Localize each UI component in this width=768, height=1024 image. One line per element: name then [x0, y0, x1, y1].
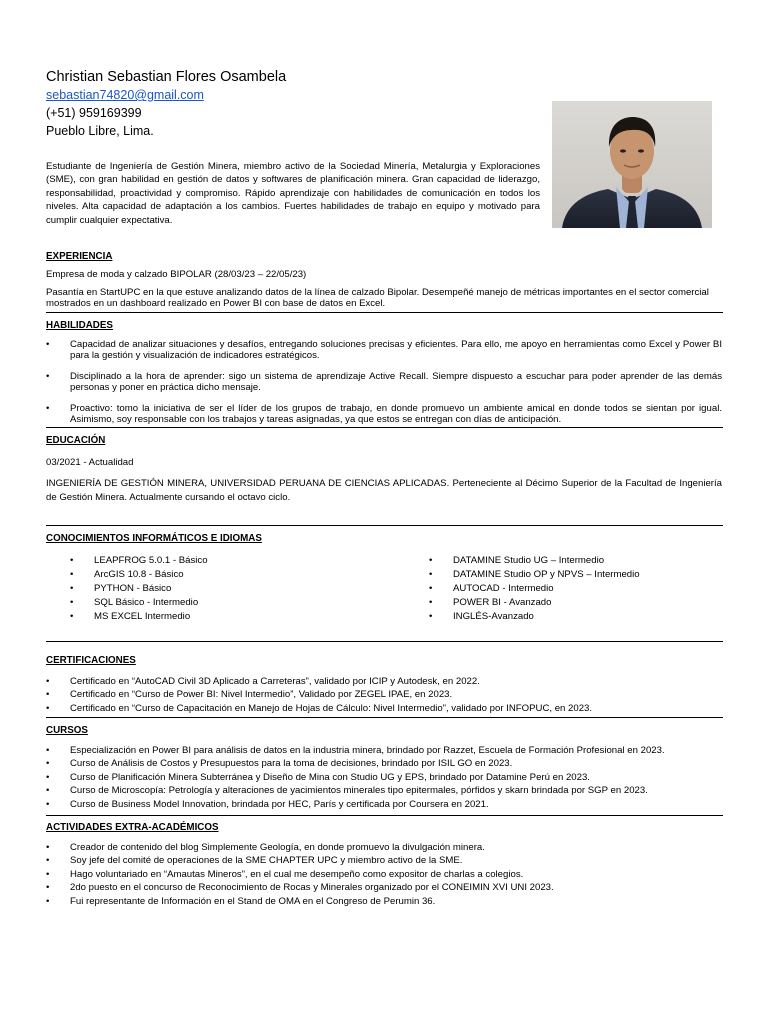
- skill-text: Proactivo: tomo la iniciativa de ser el líder de los grupos de trabajo, en donde promuevo un ambiente amical en donde todos se sientan por igual. Asimismo, soy responsable con los trabajos y tareas asignadas, ya que estos se entregan con días de anticipación.: [70, 403, 722, 426]
- activity-text: 2do puesto en el concurso de Reconocimiento de Rocas y Minerales organizado por el CONEIMIN XVI UNI 2023.: [70, 882, 554, 894]
- list-item: [46, 744, 722, 757]
- bullet-icon: •: [70, 555, 74, 566]
- bullet-icon: •: [46, 785, 50, 797]
- course-text: Curso de Business Model Innovation, brindada por HEC, París y certificada por Coursera en 2021.: [70, 798, 489, 810]
- software-skill: SQL Básico - Intermedio: [94, 596, 199, 608]
- section-divider: [46, 717, 723, 718]
- city-location: Pueblo Libre, Lima.: [46, 124, 154, 138]
- email-link[interactable]: sebastian74820@gmail.com: [46, 88, 204, 102]
- section-divider: [46, 641, 723, 642]
- bullet-icon: •: [46, 868, 50, 880]
- skill-text: Capacidad de analizar situaciones y desafíos, entregando soluciones precisas y eficientes. Para ello, me apoyo en herramientas como Excel y Power BI para la gestión y visualización de indicadores estratégicos.: [70, 339, 722, 362]
- education-description: INGENIERÍA DE GESTIÓN MINERA, UNIVERSIDAD PERUANA DE CIENCIAS APLICADAS. Perteneciente al Décimo Superior de la Facultad de Ingeniería de Gestión Minera. Actualmente cursando el octavo ciclo.: [46, 478, 722, 503]
- bullet-icon: •: [46, 895, 50, 907]
- list-item: [46, 339, 722, 361]
- bullet-icon: •: [46, 689, 50, 701]
- list-item: [70, 610, 400, 624]
- course-text: Curso de Análisis de Costos y Presupuestos para la toma de decisiones, brindado por ISIL GO en 2023.: [70, 758, 513, 770]
- experience-description: Pasantía en StartUPC en la que estuve analizando datos de la línea de calzado Bipolar. Desempeñé manejo de métricas importantes en el sector comercial mostrados en un dashboard realizado en Power BI con base de datos en Excel.: [46, 287, 709, 310]
- experience-company: Empresa de moda y calzado BIPOLAR (28/03/23 – 22/05/23): [46, 269, 307, 280]
- software-skill: LEAPFROG 5.0.1 - Básico: [94, 555, 208, 566]
- bullet-icon: •: [429, 596, 433, 608]
- skill-text: Disciplinado a la hora de aprender: sigo un sistema de aprendizaje Active Recall. Siempre dispuesto a escuchar para poder aprender de las demás personas y poner en práctica dicho mensaje.: [70, 371, 722, 394]
- list-item: [70, 582, 400, 596]
- courses-list: [46, 744, 722, 811]
- software-skill: DATAMINE Studio OP y NPVS – Intermedio: [453, 568, 640, 580]
- list-item: [46, 675, 722, 688]
- list-item: [46, 403, 722, 425]
- bullet-icon: •: [46, 371, 50, 382]
- bullet-icon: •: [46, 339, 50, 350]
- certifications-list: [46, 675, 722, 715]
- bullet-icon: •: [46, 882, 50, 894]
- bullet-icon: •: [46, 798, 50, 810]
- section-divider: [46, 427, 723, 428]
- list-item: [46, 895, 722, 908]
- list-item: [46, 868, 722, 881]
- list-item: [429, 554, 719, 568]
- bullet-icon: •: [429, 582, 433, 594]
- list-item: [70, 554, 400, 568]
- section-divider: [46, 525, 723, 526]
- activity-text: Fui representante de Información en el Stand de OMA en el Congreso de Perumin 36.: [70, 895, 436, 907]
- bullet-icon: •: [46, 702, 50, 714]
- section-title-educacion: EDUCACIÓN: [46, 435, 106, 446]
- section-divider: [46, 312, 723, 313]
- software-skill: INGLÉS-Avanzado: [453, 610, 534, 622]
- bullet-icon: •: [46, 771, 50, 783]
- bullet-icon: •: [46, 758, 50, 770]
- section-title-habilidades: HABILIDADES: [46, 320, 113, 331]
- software-skill: POWER BI - Avanzado: [453, 596, 552, 608]
- section-divider: [46, 815, 723, 816]
- list-item: [70, 568, 400, 582]
- course-text: Especialización en Power BI para análisis de datos en la industria minera, brindado por Razzet, Escuela de Formación Profesional en 2023.: [70, 745, 665, 756]
- section-title-actividades: ACTIVIDADES EXTRA-ACADÉMICOS: [46, 822, 219, 833]
- bullet-icon: •: [70, 610, 74, 622]
- bullet-icon: •: [429, 555, 433, 566]
- bullet-icon: •: [429, 610, 433, 622]
- certification-text: Certificado en “AutoCAD Civil 3D Aplicado a Carreteras”, validado por ICIP y Autodesk, en 2022.: [70, 676, 480, 687]
- bullet-icon: •: [429, 568, 433, 580]
- list-item: [46, 371, 722, 393]
- skills-column-right: [429, 554, 719, 624]
- software-skill: ArcGIS 10.8 - Básico: [94, 568, 184, 580]
- section-title-experiencia: EXPERIENCIA: [46, 251, 113, 262]
- bullet-icon: •: [46, 403, 50, 414]
- phone-number: (+51) 959169399: [46, 106, 142, 120]
- list-item: [429, 610, 719, 624]
- software-skill: AUTOCAD - Intermedio: [453, 582, 554, 594]
- list-item: [429, 568, 719, 582]
- bullet-icon: •: [70, 596, 74, 608]
- list-item: [46, 688, 722, 701]
- certification-text: Certificado en “Curso de Capacitación en Manejo de Hojas de Cálculo: Nivel Intermedio”, validado por INFOPUC, en 2023.: [70, 702, 593, 714]
- bullet-icon: •: [46, 745, 50, 756]
- list-item: [46, 881, 722, 894]
- list-item: [46, 784, 722, 797]
- list-item: [46, 854, 722, 867]
- candidate-name: Christian Sebastian Flores Osambela: [46, 69, 287, 85]
- certification-text: Certificado en “Curso de Power BI: Nivel Intermedio”, Validado por ZEGEL IPAE, en 2023.: [70, 689, 453, 701]
- software-skill: DATAMINE Studio UG – Intermedio: [453, 555, 605, 566]
- list-item: [46, 798, 722, 811]
- bullet-icon: •: [46, 842, 50, 853]
- activity-text: Creador de contenido del blog Simplemente Geología, en donde promuevo la divulgación minera.: [70, 842, 485, 853]
- list-item: [70, 596, 400, 610]
- software-skill: PYTHON - Básico: [94, 582, 172, 594]
- bullet-icon: •: [46, 855, 50, 867]
- profile-photo: [552, 101, 712, 228]
- profile-photo-illustration: [552, 101, 712, 228]
- section-title-cursos: CURSOS: [46, 725, 88, 736]
- skills-list: [46, 339, 722, 435]
- software-skill: MS EXCEL Intermedio: [94, 610, 191, 622]
- profile-summary: Estudiante de Ingeniería de Gestión Minera, miembro activo de la Sociedad Minería, Metalurgia y Exploraciones (SME), con gran habilidad en gestión de datos y softwares de planificación minera. Gran capacidad de liderazgo, responsabilidad, proactividad y compromiso. Rápido aprendizaje con habilidades de comunicación en todos los niveles. Alta capacidad de adaptación a los cambios. Fuertes habilidades de trabajo en equipo y motivado para cumplir cualquier expectativa.: [46, 161, 540, 226]
- section-title-certificaciones: CERTIFICACIONES: [46, 655, 136, 666]
- list-item: [46, 771, 722, 784]
- list-item: [46, 702, 722, 715]
- activity-text: Soy jefe del comité de operaciones de la SME CHAPTER UPC y miembro activo de la SME.: [70, 855, 463, 867]
- list-item: [429, 582, 719, 596]
- bullet-icon: •: [70, 582, 74, 594]
- section-title-conocimientos: CONOCIMIENTOS INFORMÁTICOS E IDIOMAS: [46, 533, 262, 544]
- bullet-icon: •: [46, 676, 50, 687]
- list-item: [429, 596, 719, 610]
- course-text: Curso de Microscopía: Petrología y alteraciones de yacimientos minerales tipo epitermales, pórfidos y skarn brindada por SGP en 2023.: [70, 785, 648, 797]
- skills-column-left: [70, 554, 400, 624]
- list-item: [46, 841, 722, 854]
- bullet-icon: •: [70, 568, 74, 580]
- education-date: 03/2021 - Actualidad: [46, 457, 134, 468]
- activity-text: Hago voluntariado en “Amautas Mineros”, en el cual me desempeño como expositor de charlas a colegios.: [70, 868, 524, 880]
- list-item: [46, 757, 722, 770]
- activities-list: [46, 841, 722, 908]
- course-text: Curso de Planificación Minera Subterránea y Diseño de Mina con Studio UG y EPS, brindado por Datamine Perú en 2023.: [70, 771, 590, 783]
